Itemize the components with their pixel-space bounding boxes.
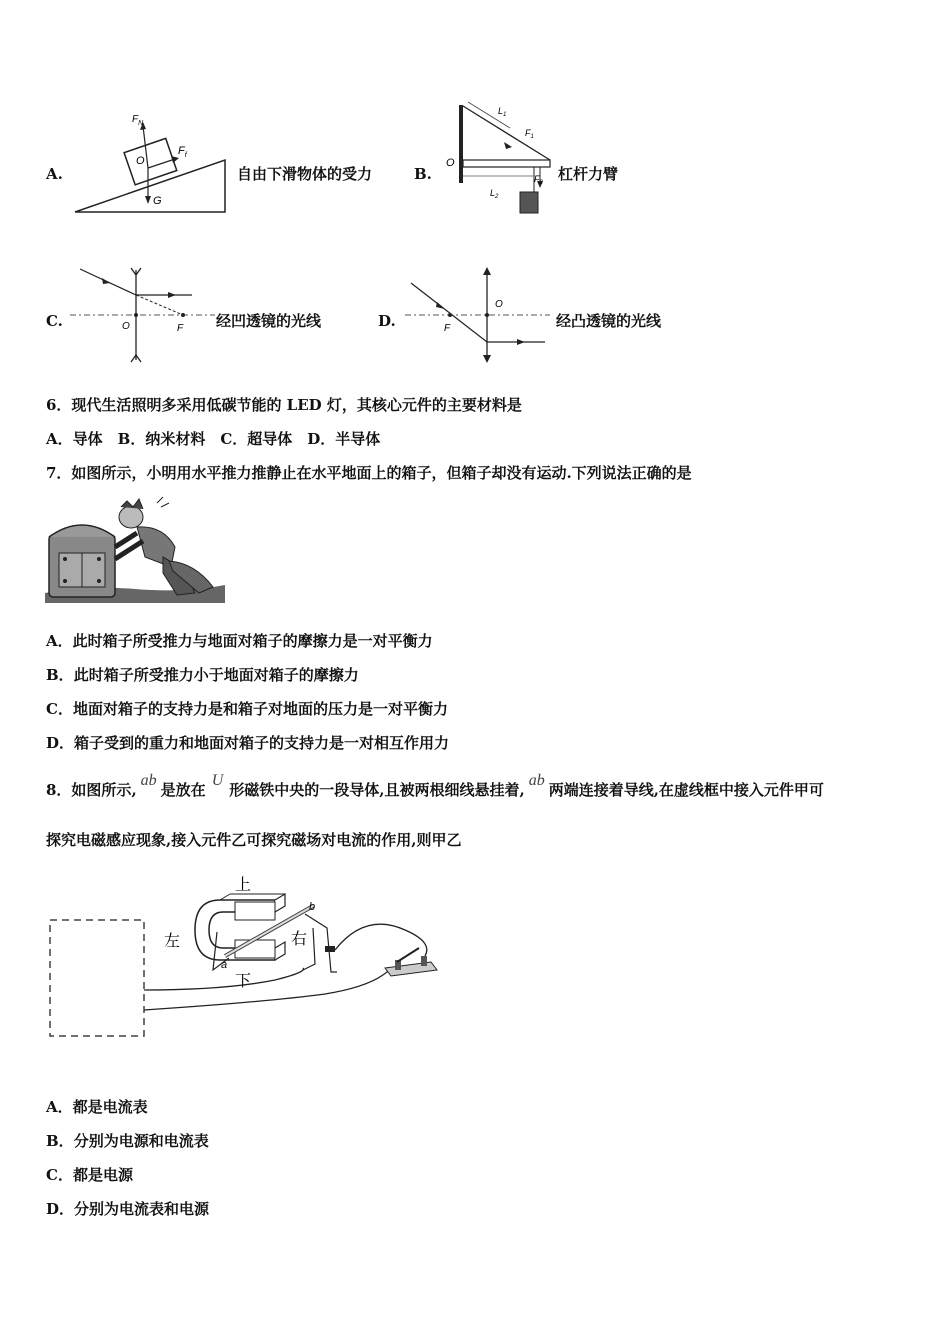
q8-option-c: C．都是电源 <box>46 1166 133 1184</box>
label-bottom: 下 <box>235 973 252 990</box>
l1-label: $L_1$ <box>498 106 507 118</box>
option-c-label: C. <box>46 312 63 330</box>
ab-symbol: ab <box>140 772 157 789</box>
q7-option-c: C．地面对箱子的支持力是和箱子对地面的压力是一对平衡力 <box>46 700 448 718</box>
lever-diagram <box>440 100 560 220</box>
option-c-caption: 经凹透镜的光线 <box>216 312 322 330</box>
ab-symbol-2: ab <box>528 772 545 789</box>
f2-label: $F_2$ <box>534 174 543 186</box>
label-a: a <box>221 959 228 971</box>
q6-stem: 6．现代生活照明多采用低碳节能的 LED 灯，其核心元件的主要材料是 <box>46 396 522 414</box>
g-label: G <box>153 195 162 207</box>
ff-label: $F_f$ <box>178 145 187 159</box>
q7-option-d: D．箱子受到的重力和地面对箱子的支持力是一对相互作用力 <box>46 734 450 752</box>
q8-option-a: A．都是电流表 <box>46 1098 148 1116</box>
lever-o-label: O <box>446 157 455 169</box>
q8-option-d: D．分别为电流表和电源 <box>46 1200 210 1218</box>
fn-label: $F_N$ <box>132 114 144 127</box>
convex-lens-diagram <box>405 265 555 365</box>
magnet-circuit-diagram <box>45 872 445 1042</box>
q8-stem-line1: 8．如图所示,ab是放在U形磁铁中央的一段导体,且被两根细线悬挂着,ab两端连接着导线,在虚线框中接入元件甲可 <box>46 772 824 799</box>
q6-options: A．导体 B．纳米材料 C．超导体 D．半导体 <box>46 430 381 448</box>
l2-label: $L_2$ <box>490 188 499 200</box>
option-d-label: D. <box>378 312 396 330</box>
boy-pushing-box-image <box>45 497 225 603</box>
f1-label: $F_1$ <box>525 128 534 140</box>
incline-force-diagram <box>70 108 230 218</box>
c-f-label: F <box>177 323 184 334</box>
label-b: b <box>309 901 316 913</box>
option-b-caption: 杠杆力臂 <box>558 165 619 183</box>
o-label: O <box>136 155 145 167</box>
d-o-label: O <box>495 299 503 310</box>
label-left: 左 <box>164 933 181 950</box>
option-a-caption: 自由下滑物体的受力 <box>237 165 373 183</box>
option-d-caption: 经凸透镜的光线 <box>556 312 662 330</box>
q7-stem: 7．如图所示，小明用水平推力推静止在水平地面上的箱子，但箱子却没有运动.下列说法正确的是 <box>46 464 692 482</box>
option-a-label: A. <box>46 165 63 183</box>
q7-option-b: B．此时箱子所受推力小于地面对箱子的摩擦力 <box>46 666 359 684</box>
concave-lens-diagram <box>70 265 220 365</box>
label-top: 上 <box>235 877 252 894</box>
c-o-label: O <box>122 321 130 332</box>
option-b-label: B. <box>414 165 432 183</box>
q8-option-b: B．分别为电源和电流表 <box>46 1132 209 1150</box>
d-f-label: F <box>444 323 451 334</box>
q8-stem-line2: 探究电磁感应现象,接入元件乙可探究磁场对电流的作用,则甲乙 <box>46 831 462 849</box>
dashed-box <box>50 920 144 1036</box>
u-symbol: U <box>211 772 224 789</box>
label-right: 右 <box>291 931 308 948</box>
q7-option-a: A．此时箱子所受推力与地面对箱子的摩擦力是一对平衡力 <box>46 632 433 650</box>
